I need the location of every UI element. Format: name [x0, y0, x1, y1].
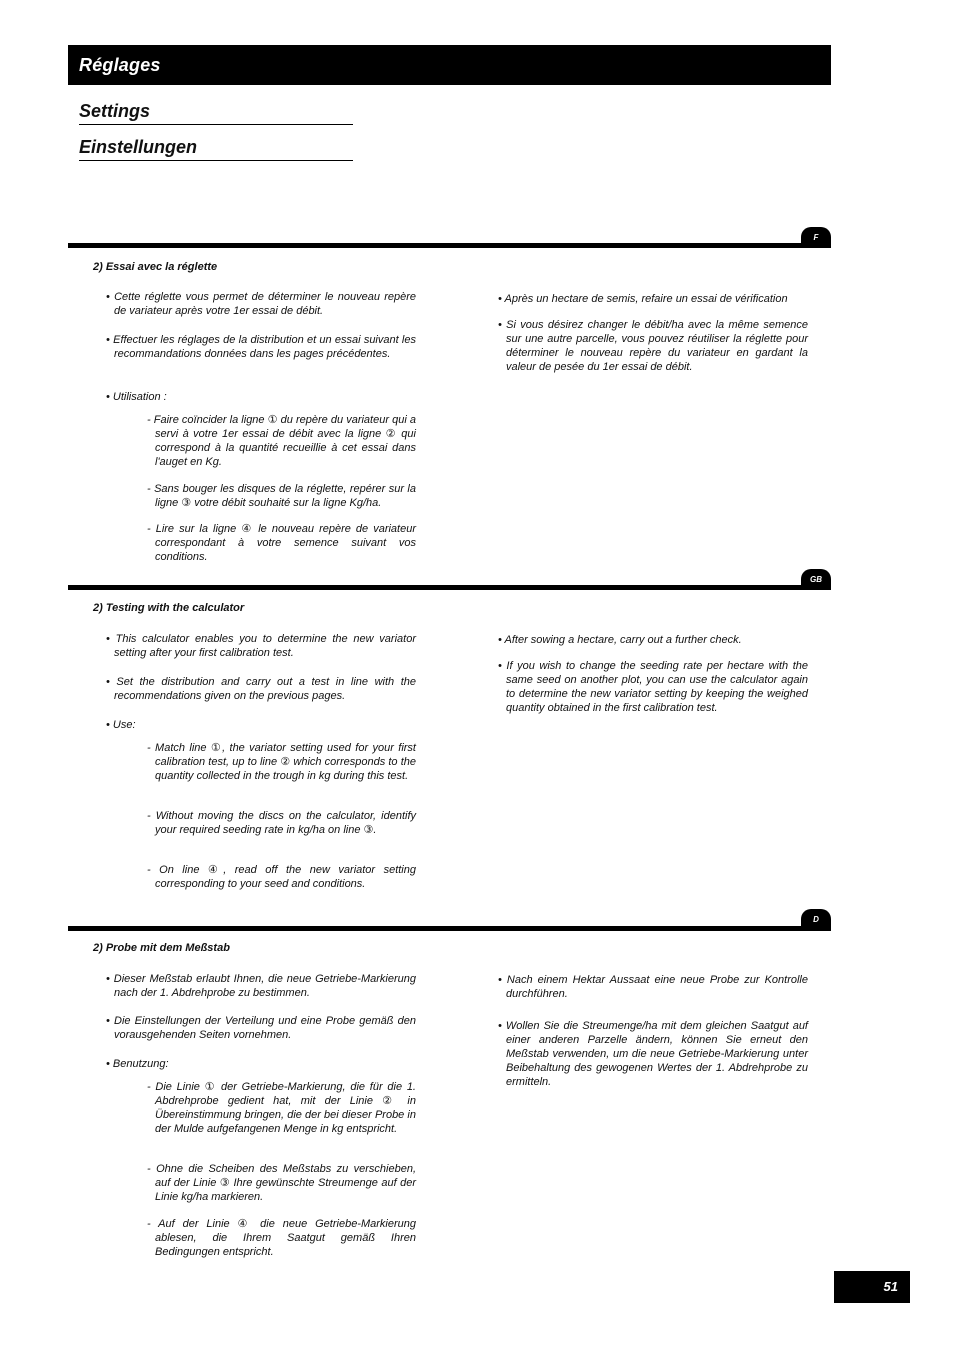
- section-rule-gb: [68, 585, 831, 590]
- section-rule-d: [68, 926, 831, 931]
- bullet-text: • Die Einstellungen der Verteilung und eine Probe gemäß den vorausgehenden Seiten vornehmen.: [106, 1015, 416, 1041]
- section-title-gb: 2) Testing with the calculator: [93, 602, 245, 614]
- left-column-f: [106, 290, 416, 318]
- bullet-text: • Utilisation :: [106, 391, 167, 403]
- bullet-text: • If you wish to change the seeding rate per hectare with the same seed on another plot, you can use the calculator again to determine the new variator setting by keeping the weighed quantity obtained in the first calibration test.: [498, 660, 808, 714]
- header-bar: [68, 45, 831, 85]
- page-title: Réglages: [79, 55, 161, 75]
- dash-text: - Ohne die Scheiben des Meßstabs zu verschieben, auf der Linie ③ Ihre gewünschte Streumenge auf der Linie kg/ha markieren.: [147, 1163, 416, 1203]
- dash-item: [147, 413, 416, 469]
- bullet-text: • Benutzung:: [106, 1058, 169, 1070]
- bullet-text: • Après un hectare de semis, refaire un essai de vérification: [498, 293, 788, 305]
- subtitle-settings: Settings: [79, 100, 353, 125]
- right-column-f: [498, 318, 808, 374]
- bullet-text: • This calculator enables you to determine the new variator setting after your first calibration test.: [106, 633, 416, 659]
- right-column-d: [498, 1019, 808, 1089]
- bullet-text: • Effectuer les réglages de la distribution et un essai suivant les recommandations données dans les pages précédentes.: [106, 334, 416, 360]
- dash-text: - On line ④, read off the new variator setting corresponding to your seed and conditions.: [147, 864, 416, 890]
- left-column-gb: [106, 675, 416, 703]
- left-column-gb: [106, 718, 416, 732]
- page-number: 51: [834, 1271, 910, 1303]
- dash-item: [147, 522, 416, 564]
- dash-text: - Auf der Linie ④ die neue Getriebe-Markierung ablesen, die Ihrem Saatgut gemäß Ihren Bedingungen entspricht.: [147, 1218, 416, 1258]
- bullet-text: • Si vous désirez changer le débit/ha avec la même semence sur une autre parcelle, vous pouvez réutiliser la réglette pour déterminer le nouveau repère du variateur en gardant la valeur de pesée du 1er essai de débit.: [498, 319, 808, 373]
- language-badge-gb: GB: [801, 569, 831, 590]
- language-badge-f: F: [801, 227, 831, 248]
- section-title-d: 2) Probe mit dem Meßstab: [93, 942, 230, 954]
- bullet-text: • Cette réglette vous permet de déterminer le nouveau repère de variateur après votre 1er essai de débit.: [106, 291, 416, 317]
- dash-item: [147, 1080, 416, 1136]
- dash-text: - Sans bouger les disques de la réglette, repérer sur la ligne ③ votre débit souhaité sur la ligne Kg/ha.: [147, 483, 416, 509]
- dash-item: [147, 741, 416, 783]
- dash-item: [147, 1162, 416, 1204]
- dash-item: [147, 1217, 416, 1259]
- bullet-text: • Use:: [106, 719, 136, 731]
- language-badge-d: D: [801, 909, 831, 930]
- section-title-f: 2) Essai avec la réglette: [93, 261, 218, 273]
- left-column-f: [106, 390, 416, 404]
- dash-text: - Match line ①, the variator setting used for your first calibration test, up to line ② which corresponds to the quantity collected in the trough in kg during this test.: [147, 742, 416, 782]
- right-column-f: [498, 292, 808, 306]
- dash-item: [147, 482, 416, 510]
- bullet-text: • Nach einem Hektar Aussaat eine neue Probe zur Kontrolle durchführen.: [498, 974, 808, 1000]
- bullet-text: • Wollen Sie die Streumenge/ha mit dem gleichen Saatgut auf einer anderen Parzelle ändern, können Sie erneut den Meßstab verwenden, um die neue Getriebe-Markierung unter Beibehaltung des gewogenen Wertes der 1. Abdrehprobe zu ermitteln.: [498, 1020, 808, 1088]
- section-rule-f: [68, 243, 831, 248]
- right-column-d: [498, 973, 808, 1001]
- left-column-d: [106, 972, 416, 1000]
- right-column-gb: [498, 633, 808, 647]
- right-column-gb: [498, 659, 808, 715]
- dash-text: - Lire sur la ligne ④ le nouveau repère de variateur correspondant à votre semence suivant vos conditions.: [147, 523, 416, 563]
- left-column-d: [106, 1014, 416, 1042]
- subtitle-einstellungen: Einstellungen: [79, 136, 353, 161]
- left-column-gb: [106, 632, 416, 660]
- left-column-f: [106, 333, 416, 361]
- bullet-text: • Set the distribution and carry out a test in line with the recommendations given on the previous pages.: [106, 676, 416, 702]
- dash-item: [147, 809, 416, 837]
- dash-text: - Without moving the discs on the calculator, identify your required seeding rate in kg/ha on line ③.: [147, 810, 416, 836]
- left-column-d: [106, 1057, 416, 1071]
- dash-item: [147, 863, 416, 891]
- bullet-text: • Dieser Meßstab erlaubt Ihnen, die neue Getriebe-Markierung nach der 1. Abdrehprobe zu bestimmen.: [106, 973, 416, 999]
- dash-text: - Faire coïncider la ligne ① du repère du variateur qui a servi à votre 1er essai de débit avec la ligne ② qui correspond à la quantité recueillie à cet essai dans l'auget en Kg.: [147, 414, 416, 468]
- bullet-text: • After sowing a hectare, carry out a further check.: [498, 634, 742, 646]
- dash-text: - Die Linie ① der Getriebe-Markierung, die für die 1. Abdrehprobe gedient hat, mit der Linie ② in Übereinstimmung bringen, die der bei dieser Probe in der Mulde aufgefangenen Menge in kg entspricht.: [147, 1081, 416, 1135]
